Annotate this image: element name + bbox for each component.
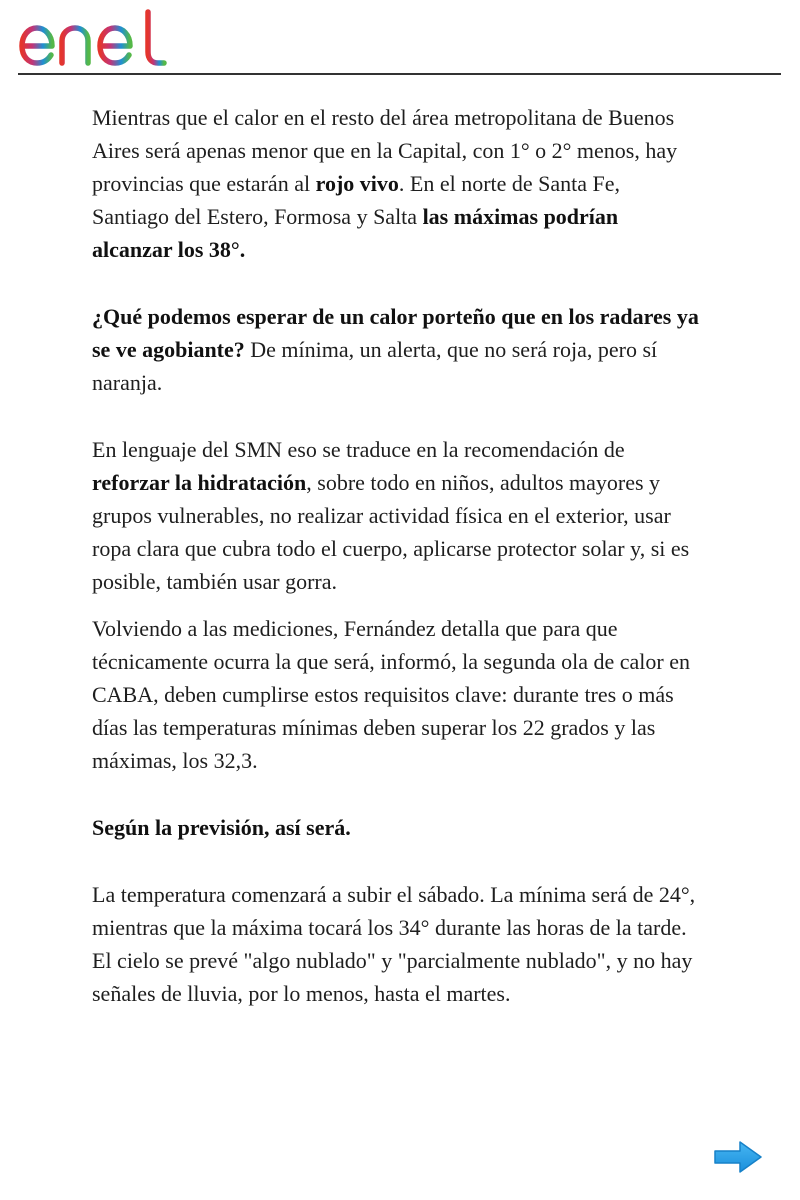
paragraph-text: De mínima, un alerta, que no será roja, pero sí naranja. (92, 337, 658, 395)
bold-text: Según la previsión, así será. (92, 815, 351, 840)
bold-text: reforzar la hidratación (92, 470, 307, 495)
paragraph-text: Mientras que el calor en el resto del área metropolitana de Buenos Aires será apenas menor que en la Capital, con 1° o 2° menos, hay provincias que estarán al (92, 105, 678, 196)
paragraph-text: La temperatura comenzará a subir el sábado. La mínima será de 24°, mientras que la máxima tocará los 34° durante las horas de la tarde. El cielo se prevé "algo nublado" y "parcialmente nublado", y no hay señales de lluvia, por lo menos, hasta el martes. (92, 882, 696, 1006)
paragraph-text: , sobre todo en niños, adultos mayores y grupos vulnerables, no realizar actividad física en el exterior, usar ropa clara que cubra todo el cuerpo, aplicarse protector solar y, si es posible, también usar gorra. (92, 470, 690, 594)
bold-text: las máximas podrían alcanzar los 38°. (92, 204, 619, 262)
article-body (92, 101, 702, 1010)
article-paragraph (92, 878, 702, 1010)
paragraph-text: En lenguaje del SMN eso se traduce en la recomendación de (92, 437, 625, 462)
bold-text: ¿Qué podemos esperar de un calor porteño que en los radares ya se ve agobiante? (92, 304, 699, 362)
article-paragraph (92, 433, 702, 598)
paragraph-text: . En el norte de Santa Fe, Santiago del Estero, Formosa y Salta (92, 171, 621, 229)
article-paragraph (92, 101, 702, 266)
page-header (0, 0, 800, 76)
enel-logo-icon (16, 8, 172, 70)
paragraph-text: Volviendo a las mediciones, Fernández detalla que para que técnicamente ocurra la que será, informó, la segunda ola de calor en CABA, deben cumplirse estos requisitos clave: durante tres o más días las temperaturas mínimas deben superar los 22 grados y las máximas, los 32,3. (92, 616, 690, 773)
right-arrow-icon[interactable] (712, 1139, 764, 1175)
bold-text: rojo vivo (315, 171, 399, 196)
article-paragraph (92, 811, 702, 844)
header-divider (18, 73, 781, 75)
article-paragraph (92, 300, 702, 399)
article-paragraph (92, 612, 702, 777)
